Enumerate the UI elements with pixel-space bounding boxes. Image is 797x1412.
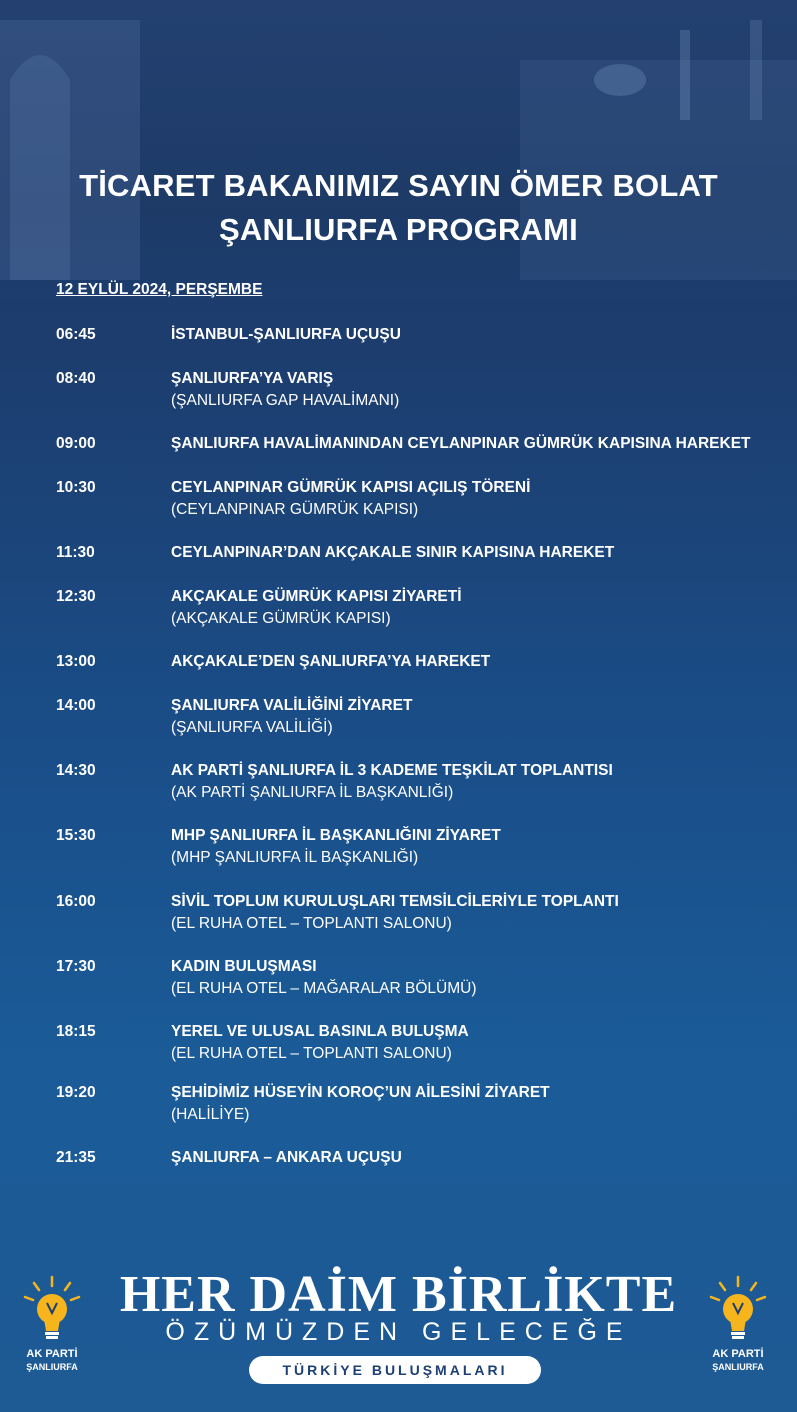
schedule-event: MHP ŞANLIURFA İL BAŞKANLIĞINI ZİYARET xyxy=(171,827,501,844)
logo-city-name: ŞANLIURFA xyxy=(26,1362,78,1372)
page-title-line2: ŞANLIURFA PROGRAMI xyxy=(219,212,578,247)
lightbulb-icon xyxy=(708,1275,768,1347)
schedule-event: CEYLANPINAR GÜMRÜK KAPISI AÇILIŞ TÖRENİ xyxy=(171,479,531,496)
schedule-time: 08:40 xyxy=(56,370,96,387)
logo-party-name: AK PARTİ xyxy=(712,1348,764,1360)
party-logo-left xyxy=(12,1275,92,1385)
skyline-illustration xyxy=(0,0,797,300)
lightbulb-icon xyxy=(22,1275,82,1347)
schedule-time: 19:20 xyxy=(56,1084,96,1101)
party-logo-right xyxy=(698,1275,778,1385)
schedule-event: CEYLANPINAR’DAN AKÇAKALE SINIR KAPISINA HAREKET xyxy=(171,544,615,561)
schedule-time: 09:00 xyxy=(56,435,96,452)
schedule-event: ŞEHİDİMİZ HÜSEYİN KOROÇ’UN AİLESİNİ ZİYARET xyxy=(171,1084,550,1101)
logo-city-name: ŞANLIURFA xyxy=(712,1362,764,1372)
schedule-time: 06:45 xyxy=(56,326,96,343)
schedule-event: AK PARTİ ŞANLIURFA İL 3 KADEME TEŞKİLAT TOPLANTISI xyxy=(171,762,613,779)
schedule-event: KADIN BULUŞMASI xyxy=(171,958,317,975)
schedule-time: 16:00 xyxy=(56,893,96,910)
schedule-event: AKÇAKALE’DEN ŞANLIURFA’YA HAREKET xyxy=(171,653,491,670)
page-title-line1: TİCARET BAKANIMIZ SAYIN ÖMER BOLAT xyxy=(79,168,718,203)
schedule-time: 11:30 xyxy=(56,544,95,561)
schedule-time: 14:00 xyxy=(56,697,96,714)
footer-slogan: HER DAİM BİRLİKTE xyxy=(119,1266,678,1323)
schedule-event: YEREL VE ULUSAL BASINLA BULUŞMA xyxy=(171,1023,469,1040)
schedule-location: (AK PARTİ ŞANLIURFA İL BAŞKANLIĞI) xyxy=(171,784,454,801)
schedule-event: ŞANLIURFA – ANKARA UÇUŞU xyxy=(171,1149,402,1166)
schedule-location: (AKÇAKALE GÜMRÜK KAPISI) xyxy=(171,610,391,627)
schedule-event: SİVİL TOPLUM KURULUŞLARI TEMSİLCİLERİYLE TOPLANTI xyxy=(171,893,619,910)
header-background-photo xyxy=(0,0,797,300)
footer-pill: TÜRKİYE BULUŞMALARI xyxy=(249,1356,541,1384)
schedule-time: 13:00 xyxy=(56,653,96,670)
schedule-location: (CEYLANPINAR GÜMRÜK KAPISI) xyxy=(171,501,419,518)
schedule-event: ŞANLIURFA’YA VARIŞ xyxy=(171,370,334,387)
schedule-location: (EL RUHA OTEL – MAĞARALAR BÖLÜMÜ) xyxy=(171,980,477,997)
schedule-location: (ŞANLIURFA GAP HAVALİMANI) xyxy=(171,392,400,409)
schedule-time: 14:30 xyxy=(56,762,96,779)
footer-subslogan: ÖZÜMÜZDEN GELECEĞE xyxy=(165,1318,632,1346)
schedule-location: (EL RUHA OTEL – TOPLANTI SALONU) xyxy=(171,1045,452,1062)
schedule-time: 12:30 xyxy=(56,588,96,605)
schedule-event: AKÇAKALE GÜMRÜK KAPISI ZİYARETİ xyxy=(171,588,462,605)
schedule-time: 10:30 xyxy=(56,479,96,496)
logo-party-name: AK PARTİ xyxy=(26,1348,78,1360)
schedule-time: 17:30 xyxy=(56,958,96,975)
schedule-event: ŞANLIURFA VALİLİĞİNİ ZİYARET xyxy=(171,697,413,714)
schedule-location: (MHP ŞANLIURFA İL BAŞKANLIĞI) xyxy=(171,849,419,866)
schedule-location: (HALİLİYE) xyxy=(171,1106,250,1123)
schedule-location: (ŞANLIURFA VALİLİĞİ) xyxy=(171,719,333,736)
schedule-time: 15:30 xyxy=(56,827,96,844)
schedule-time: 21:35 xyxy=(56,1149,96,1166)
schedule-event: ŞANLIURFA HAVALİMANINDAN CEYLANPINAR GÜMRÜK KAPISINA HAREKET xyxy=(171,435,751,452)
schedule-location: (EL RUHA OTEL – TOPLANTI SALONU) xyxy=(171,915,452,932)
schedule-time: 18:15 xyxy=(56,1023,96,1040)
program-date: 12 EYLÜL 2024, PERŞEMBE xyxy=(56,281,263,298)
schedule-event: İSTANBUL-ŞANLIURFA UÇUŞU xyxy=(171,326,401,343)
